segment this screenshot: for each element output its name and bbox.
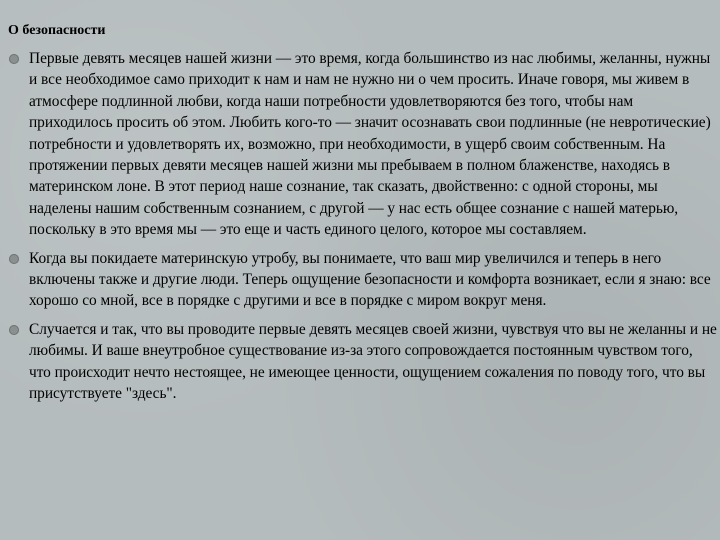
bullet-text: Первые девять месяцев нашей жизни — это время, когда большинство из нас любимы, желанны, нужны и все необходимое само приходит к нам и нам не нужно ни о чем просить. Иначе говоря, мы живем в атмосфере подлинной любви, когда наши потребности удовлетворяются без того, чтобы нам приходилось просить об этом. Любить кого-то — значит осознавать свои подлинные (не невротические) потребности и удовлетворять их, возможно, при необходимости, в ущерб своим собственным. На протяжении первых девяти месяцев нашей жизни мы пребываем в полном блаженстве, находясь в материнском лоне. В этот период наше сознание, так сказать, двойственно: с одной стороны, мы наделены нашим собственным сознанием, с другой — у нас есть общее сознание с нашей матерью, поскольку в это время мы — это еще и часть единого целого, которое мы составляем.	[29, 50, 711, 239]
bullet-item	[8, 248, 718, 312]
slide-title: О безопасности	[8, 23, 106, 38]
bullet-text: Когда вы покидаете материнскую утробу, вы понимаете, что ваш мир увеличился и теперь в него включены также и другие люди. Теперь ощущение безопасности и комфорта возникает, если я знаю: все хорошо со мной, все в порядке с другими и все в порядке с миром вокруг меня.	[29, 249, 711, 310]
bullet-dot-icon	[9, 325, 19, 335]
bullet-item	[8, 48, 718, 241]
bullet-text: Случается и так, что вы проводите первые девять месяцев своей жизни, чувствуя что вы не желанны и не любимы. И ваше внеутробное существование из-за этого сопровождается постоянным чувством того, что происходит нечто нестоящее, не имеющее ценности, ощущением сожаления по поводу того, что вы присутствуете "здесь".	[29, 320, 717, 403]
bullet-list	[8, 48, 718, 412]
bullet-item	[8, 319, 718, 405]
bullet-dot-icon	[9, 54, 19, 64]
bullet-dot-icon	[9, 254, 19, 264]
